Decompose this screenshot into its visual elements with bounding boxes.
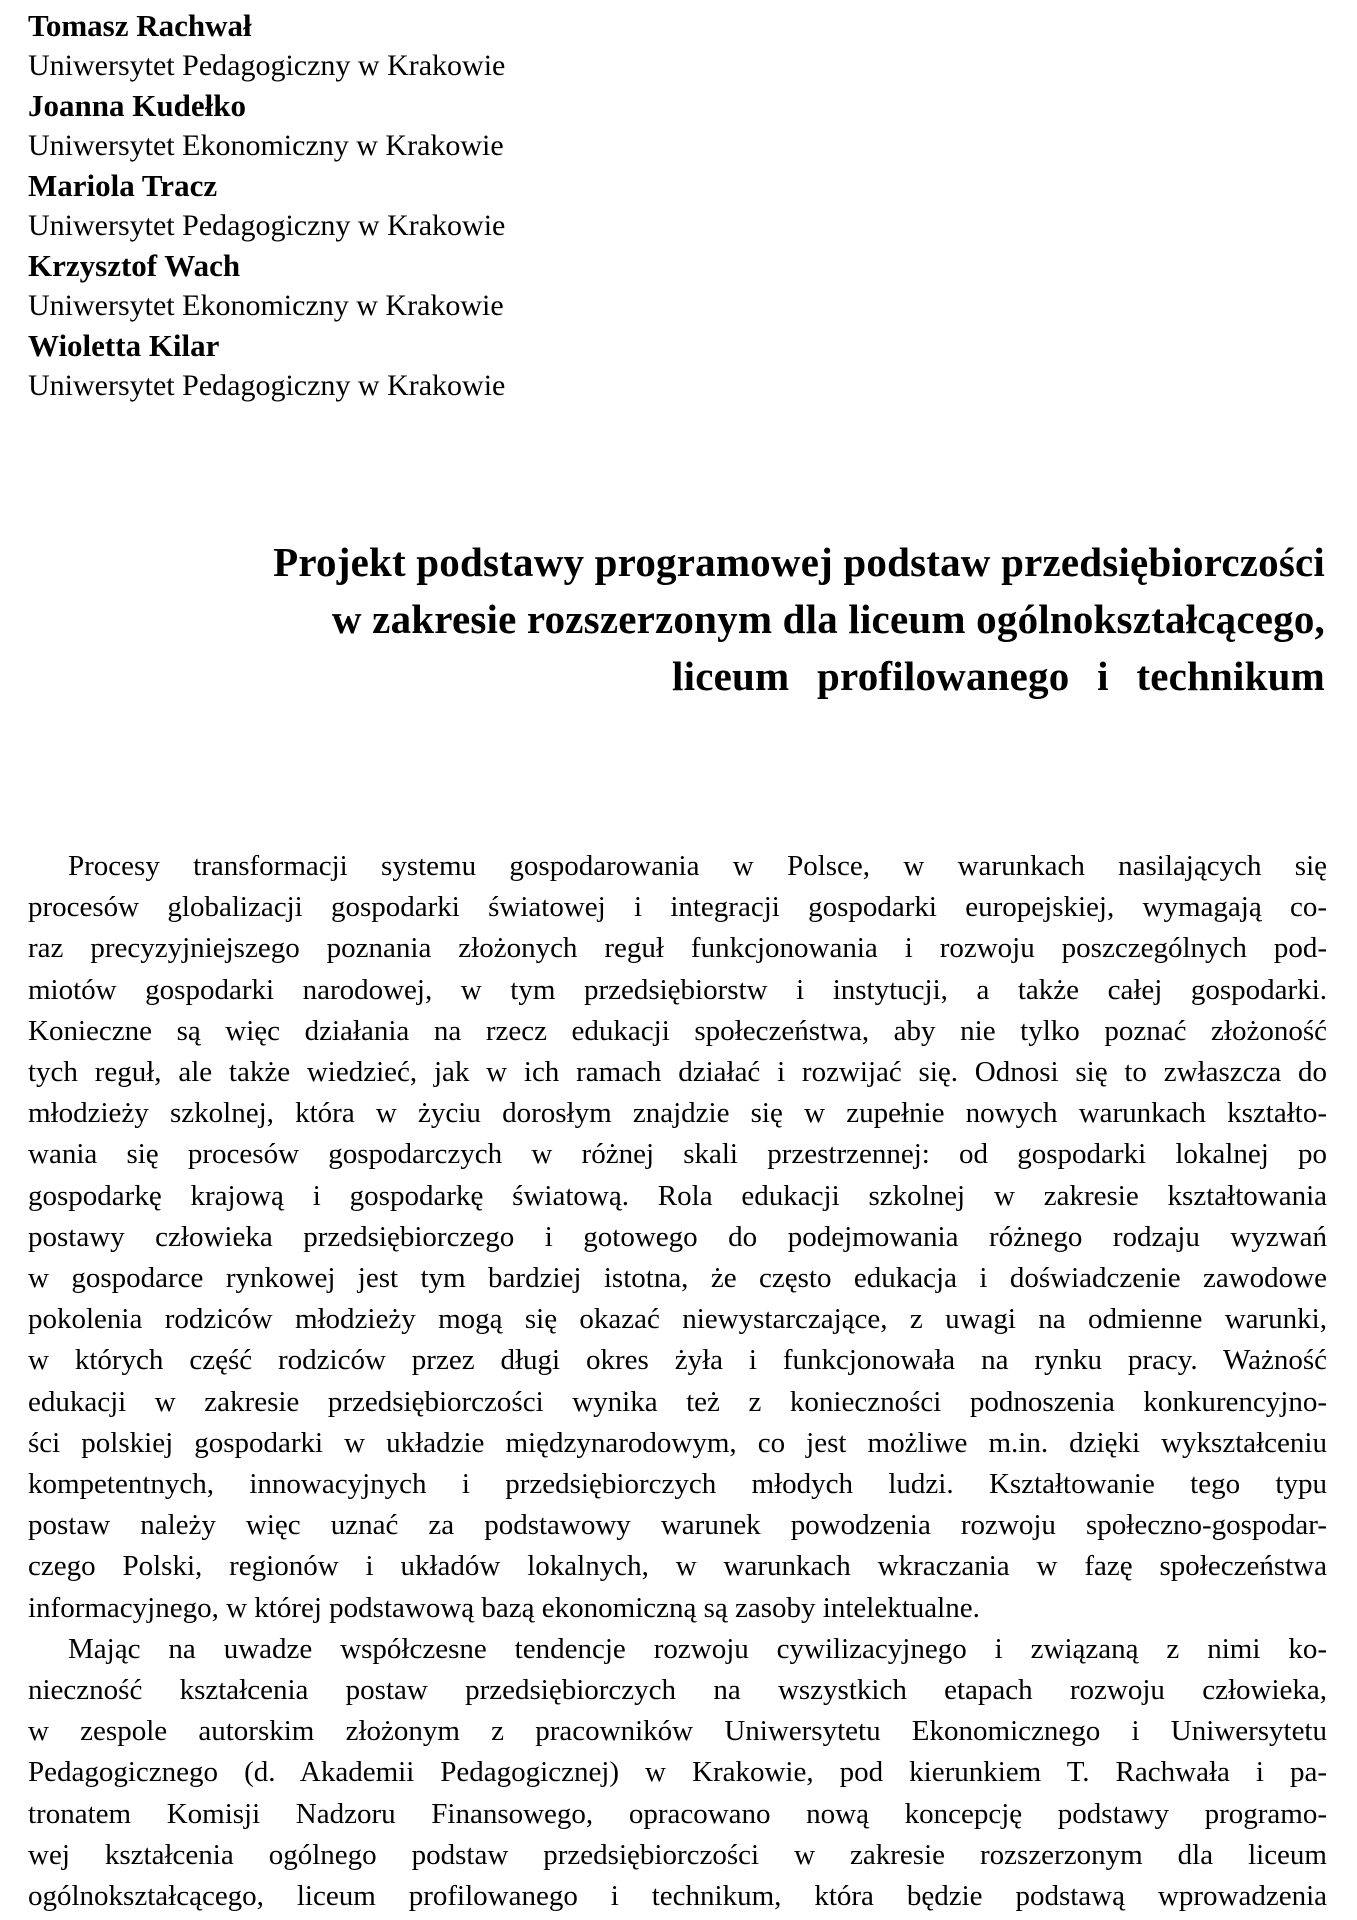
- body-line: Mając na uwadze współczesne tendencje rozwoju cywilizacyjnego i związaną z nimi ko-: [68, 1632, 1327, 1665]
- author-affiliation: Uniwersytet Pedagogiczny w Krakowie: [28, 209, 506, 242]
- body-line: kompetentnych, innowacyjnych i przedsiębiorczych młodych ludzi. Kształtowanie tego typu: [28, 1468, 1327, 1501]
- body-line: postaw należy więc uznać za podstawowy warunek powodzenia rozwoju społeczno-gospodar-: [28, 1509, 1327, 1542]
- body-line: Procesy transformacji systemu gospodarowania w Polsce, w warunkach nasilających się: [68, 850, 1327, 882]
- author-name: Tomasz Rachwał: [28, 8, 252, 43]
- paragraph: [28, 1629, 1327, 1917]
- body-line: w zespole autorskim złożonym z pracowników Uniwersytetu Ekonomicznego i Uniwersytetu: [28, 1715, 1327, 1748]
- author-affiliation: Uniwersytet Ekonomiczny w Krakowie: [28, 129, 504, 162]
- body-line: nieczność kształcenia postaw przedsiębiorczych na wszystkich etapach rozwoju człowieka,: [28, 1674, 1327, 1707]
- body-line: miotów gospodarki narodowej, w tym przedsiębiorstw i instytucji, a także całej gospodarki.: [28, 973, 1327, 1006]
- body-line: gospodarkę krajową i gospodarkę światową. Rola edukacji szkolnej w zakresie kształtowania: [28, 1179, 1327, 1212]
- body-line: ści polskiej gospodarki w układzie międzynarodowym, co jest możliwe m.in. dzięki wykształceniu: [28, 1426, 1327, 1459]
- body-line: młodzieży szkolnej, która w życiu dorosłym znajdzie się w zupełnie nowych warunkach kształto-: [28, 1097, 1327, 1130]
- author-block: [28, 6, 1327, 406]
- page-title: [28, 534, 1325, 705]
- body-line: postawy człowieka przedsiębiorczego i gotowego do podejmowania różnego rodzaju wyzwań: [28, 1220, 1327, 1253]
- paragraph: [28, 846, 1327, 1629]
- body-line: procesów globalizacji gospodarki światowej i integracji gospodarki europejskiej, wymagają co-: [28, 891, 1327, 924]
- body-line: w gospodarce rynkowej jest tym bardziej istotna, że często edukacja i doświadczenie zawodowe: [28, 1262, 1327, 1295]
- article-title-line: w zakresie rozszerzonym dla liceum ogólnokształcącego,: [331, 596, 1325, 642]
- body-line: tronatem Komisji Nadzoru Finansowego, opracowano nową koncepcję podstawy programo-: [28, 1797, 1327, 1830]
- body-line: tych reguł, ale także wiedzieć, jak w ich ramach działać i rozwijać się. Odnosi się to zwłaszcza do: [28, 1056, 1327, 1089]
- body-line: Konieczne są więc działania na rzecz edukacji społeczeństwa, aby nie tylko poznać złożoność: [28, 1014, 1327, 1047]
- body-line: informacyjnego, w której podstawową bazą ekonomiczną są zasoby intelektualne.: [28, 1591, 980, 1624]
- article-title-line: liceum profilowanego i technikum: [672, 653, 1325, 699]
- author-name: Krzysztof Wach: [28, 248, 241, 283]
- body-line: czego Polski, regionów i układów lokalnych, w warunkach wkraczania w fazę społeczeństwa: [28, 1550, 1327, 1583]
- article-body: [28, 846, 1327, 1917]
- author-name: Mariola Tracz: [28, 168, 218, 203]
- body-line: raz precyzyjniejszego poznania złożonych reguł funkcjonowania i rozwoju poszczególnych pod-: [28, 932, 1327, 965]
- author-name: Wioletta Kilar: [28, 328, 220, 363]
- body-line: ogólnokształcącego, liceum profilowanego i technikum, która będzie podstawą wprowadzenia: [28, 1880, 1327, 1913]
- article-title-line: Projekt podstawy programowej podstaw przedsiębiorczości: [273, 539, 1325, 585]
- author-name: Joanna Kudełko: [28, 88, 246, 123]
- body-line: pokolenia rodziców młodzieży mogą się okazać niewystarczające, z uwagi na odmienne warunki,: [28, 1303, 1327, 1336]
- body-line: wej kształcenia ogólnego podstaw przedsiębiorczości w zakresie rozszerzonym dla liceum: [28, 1838, 1327, 1871]
- author-affiliation: Uniwersytet Pedagogiczny w Krakowie: [28, 49, 506, 82]
- author-affiliation: Uniwersytet Pedagogiczny w Krakowie: [28, 369, 506, 402]
- author-affiliation: Uniwersytet Ekonomiczny w Krakowie: [28, 289, 504, 322]
- body-line: edukacji w zakresie przedsiębiorczości wynika też z konieczności podnoszenia konkurencyjno-: [28, 1385, 1327, 1418]
- body-line: w których część rodziców przez długi okres żyła i funkcjonowała na rynku pracy. Ważność: [28, 1344, 1327, 1377]
- body-line: wania się procesów gospodarczych w różnej skali przestrzennej: od gospodarki lokalnej po: [28, 1138, 1327, 1171]
- body-line: Pedagogicznego (d. Akademii Pedagogicznej) w Krakowie, pod kierunkiem T. Rachwała i pa-: [28, 1756, 1327, 1789]
